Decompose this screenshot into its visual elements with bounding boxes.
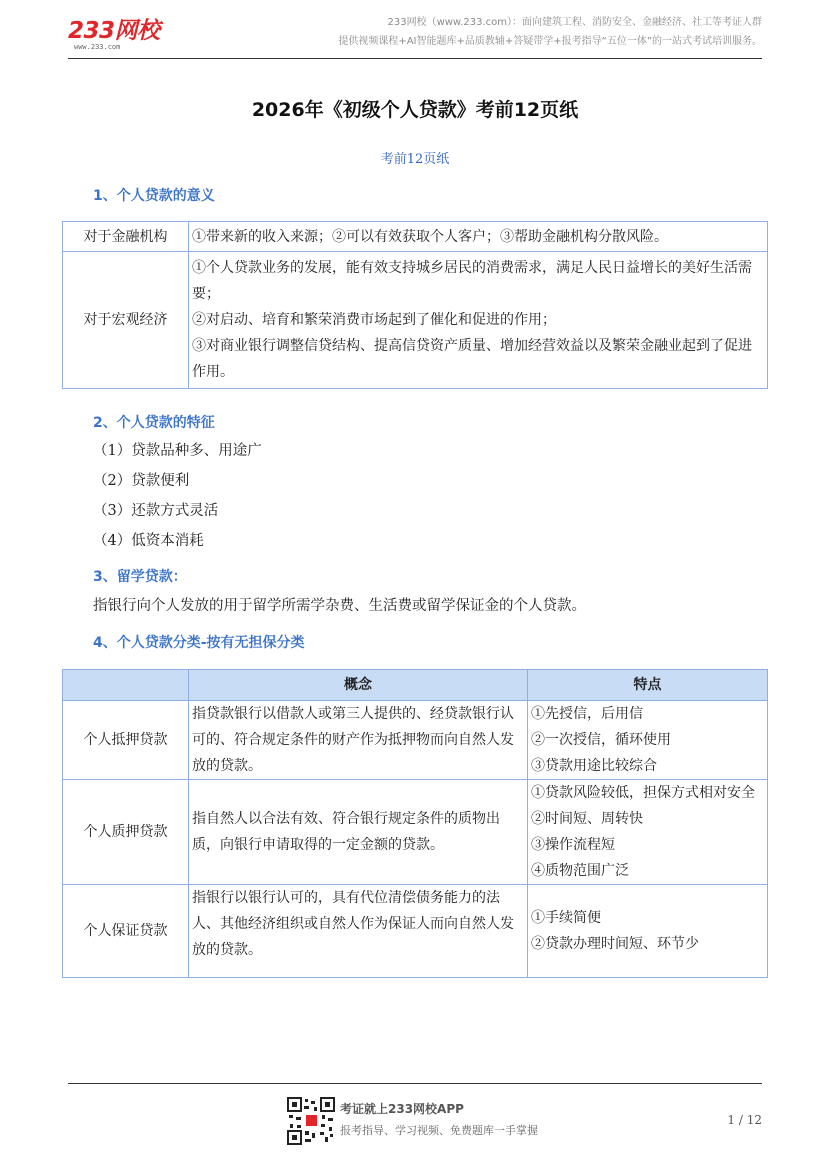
- row-concept: 指自然人以合法有效、符合银行规定条件的质物出质，向银行申请取得的一定金额的贷款。: [189, 780, 528, 885]
- row-concept: 指贷款银行以借款人或第三人提供的、经贷款银行认可的、符合规定条件的财产作为抵押物而向自然人发放的贷款。: [189, 701, 528, 780]
- feature-item: ①贷款风险较低，担保方式相对安全: [531, 785, 755, 801]
- list-item: （2）贷款便利: [93, 473, 190, 489]
- header-blank: [63, 670, 189, 701]
- feature-item: ②一次授信，循环使用: [531, 732, 671, 748]
- row-features: [528, 701, 768, 780]
- row-label: 个人质押贷款: [63, 780, 189, 885]
- logo-text: 233网校: [68, 18, 160, 44]
- page-title: 2026年《初级个人贷款》考前12页纸: [251, 99, 579, 121]
- feature-item: ③操作流程短: [531, 837, 615, 853]
- content-line: ③对商业银行调整信贷结构、提高信贷资产质量、增加经营效益以及繁荣金融业起到了促进作用。: [192, 338, 752, 380]
- tagline-line-1: 233网校（www.233.com）：面向建筑工程、消防安全、金融经济、社工等考证人群: [387, 17, 762, 28]
- logo-url: www.233.com: [74, 43, 121, 51]
- feature-item: ②时间短、周转快: [531, 811, 643, 827]
- header-divider: [68, 58, 762, 59]
- tagline-line-2: 提供视频课程+AI智能题库+品质教辅+答疑带学+报考指导“五位一体”的一站式考试培训服务。: [338, 36, 762, 47]
- feature-item: ④质物范围广泛: [531, 863, 629, 879]
- feature-item: ③贷款用途比较综合: [531, 758, 657, 774]
- row-label: 个人保证贷款: [63, 885, 189, 978]
- section-3-heading: 3、留学贷款：: [93, 569, 187, 585]
- table-row: [63, 780, 768, 885]
- page-subtitle: 考前12页纸: [380, 152, 450, 167]
- footer-app-subtitle: 报考指导、学习视频、免费题库一手掌握: [340, 1124, 538, 1137]
- table-row: [63, 885, 768, 978]
- section-3-text: 指银行向个人发放的用于留学所需学杂费、生活费或留学保证金的个人贷款。: [93, 598, 586, 614]
- list-item: （1）贷款品种多、用途广: [93, 443, 262, 459]
- feature-list: [93, 436, 262, 556]
- site-logo: [68, 12, 160, 51]
- table-header-row: [63, 670, 768, 701]
- section-2-heading: 2、个人贷款的特征: [93, 415, 215, 431]
- content-line: ②对启动、培育和繁荣消费市场起到了催化和促进的作用；: [192, 312, 556, 328]
- feature-item: ①先授信，后用信: [531, 706, 643, 722]
- page-number: 1 / 12: [727, 1113, 762, 1127]
- row-features: [528, 885, 768, 978]
- feature-item: ①手续简便: [531, 910, 601, 926]
- classification-table: [62, 669, 768, 978]
- table-row: [63, 701, 768, 780]
- content-line: ①个人贷款业务的发展，能有效支持城乡居民的消费需求，满足人民日益增长的美好生活需要；: [192, 260, 752, 302]
- header-tagline: [338, 13, 762, 51]
- row-label: 个人抵押贷款: [63, 701, 189, 780]
- table-row: [63, 252, 768, 389]
- table-row: [63, 222, 768, 252]
- qr-code-icon[interactable]: [287, 1097, 335, 1145]
- feature-item: ②贷款办理时间短、环节少: [531, 936, 699, 952]
- section-1-heading: 1、个人贷款的意义: [93, 188, 215, 204]
- header-feature: 特点: [528, 670, 768, 701]
- header-concept: 概念: [189, 670, 528, 701]
- footer-app-title: 考证就上233网校APP: [340, 1102, 464, 1116]
- row-content: [189, 252, 768, 389]
- section-4-heading: 4、个人贷款分类-按有无担保分类: [93, 635, 305, 651]
- significance-table: [62, 221, 768, 389]
- footer-divider: [68, 1083, 762, 1084]
- row-features: [528, 780, 768, 885]
- row-label: 对于金融机构: [63, 222, 189, 252]
- content-line: ①带来新的收入来源；②可以有效获取个人客户；③帮助金融机构分散风险。: [192, 228, 668, 245]
- row-content: [189, 222, 768, 252]
- list-item: （4）低资本消耗: [93, 533, 204, 549]
- row-concept: 指银行以银行认可的，具有代位清偿债务能力的法人、其他经济组织或自然人作为保证人而向自然人发放的贷款。: [189, 885, 528, 978]
- row-label: 对于宏观经济: [63, 252, 189, 389]
- list-item: （3）还款方式灵活: [93, 503, 219, 519]
